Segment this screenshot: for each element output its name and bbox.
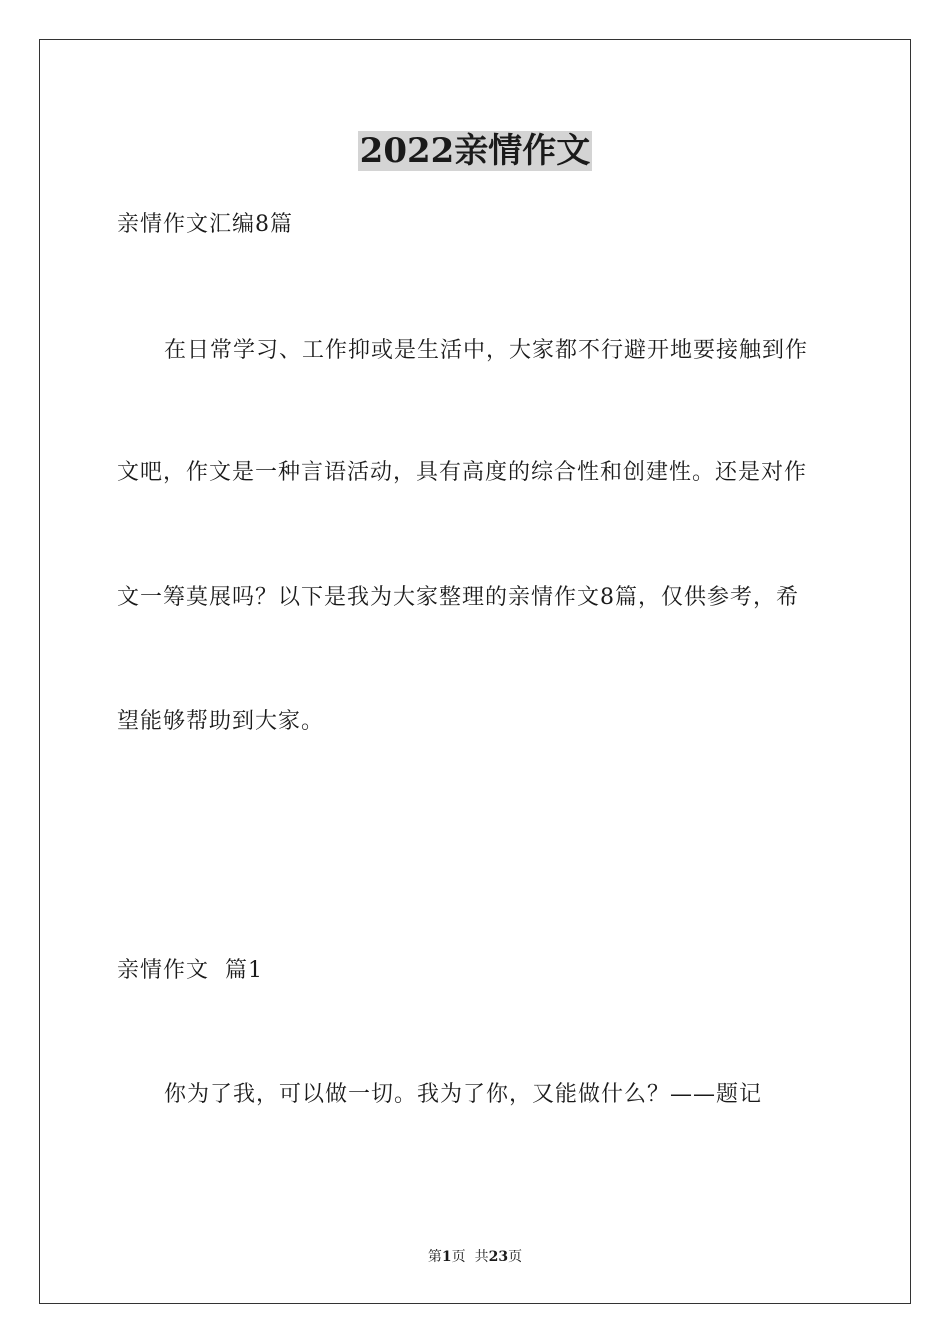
intro-line-1: 在日常学习、工作抑或是生活中，大家都不行避开地要接触到作: [164, 338, 809, 363]
page-footer: [0, 1247, 950, 1267]
footer-total-pages: 23: [488, 1249, 509, 1265]
document-title: [0, 128, 950, 174]
footer-mid: 页 共: [451, 1249, 489, 1265]
document-subtitle: 亲情作文汇编8篇: [117, 212, 293, 237]
title-text: 2022亲情作文: [359, 131, 591, 171]
section-line-1: 你为了我，可以做一切。我为了你，又能做什么？——题记: [164, 1082, 763, 1107]
footer-prefix: 第: [427, 1249, 442, 1265]
footer-current-page: 1: [441, 1249, 452, 1265]
intro-line-4: 望能够帮助到大家。: [117, 709, 325, 734]
footer-suffix: 页: [508, 1249, 523, 1265]
intro-line-2: 文吧，作文是一种言语活动，具有高度的综合性和创建性。还是对作: [117, 460, 808, 485]
intro-line-3: 文一筹莫展吗？以下是我为大家整理的亲情作文8篇，仅供参考，希: [117, 585, 799, 610]
section-heading: 亲情作文 篇1: [117, 958, 263, 983]
